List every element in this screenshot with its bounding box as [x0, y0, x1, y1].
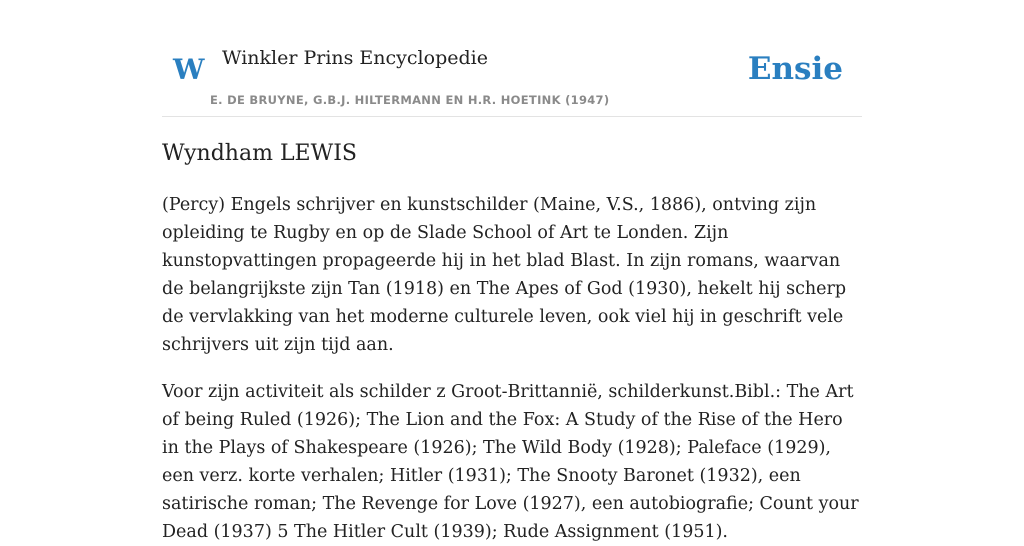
article-title: Wyndham LEWIS	[162, 141, 357, 166]
encyclopedia-title[interactable]: Winkler Prins Encyclopedie	[222, 47, 488, 69]
ensie-brand-link[interactable]: Ensie	[747, 51, 843, 87]
article	[162, 136, 862, 546]
encyclopedia-authors: E. DE BRUYNE, G.B.J. HILTERMANN EN H.R. HOETINK (1947)	[210, 93, 610, 107]
article-paragraph: Voor zijn activiteit als schilder z Groot-Brittannië, schilderkunst.Bibl.: The Art of being Ruled (1926); The Lion and the Fox: A Study of the Rise of the Hero in the Plays of Shakespeare (1926); The Wild Body (1928); Paleface (1929), een verz. korte verhalen; Hitler (1931); The Snooty Baronet (1932), een satirische roman; The Revenge for Love (1927), een autobiografie; Count your Dead (1937) 5 The Hitler Cult (1939); Rude Assignment (1951).	[162, 382, 859, 542]
encyclopedia-header	[162, 0, 862, 117]
article-paragraph: (Percy) Engels schrijver en kunstschilder (Maine, V.S., 1886), ontving zijn opleiding te Rugby en op de Slade School of Art te Londen. Zijn kunstopvattingen propageerde hij in het blad Blast. In zijn romans, waarvan de belangrijkste zijn Tan (1918) en The Apes of God (1930), hekelt hij scherp de vervlakking van het moderne culturele leven, ook viel hij in geschrift vele schrijvers uit zijn tijd aan.	[162, 195, 847, 355]
encyclopedia-logo[interactable]: W	[173, 53, 205, 86]
